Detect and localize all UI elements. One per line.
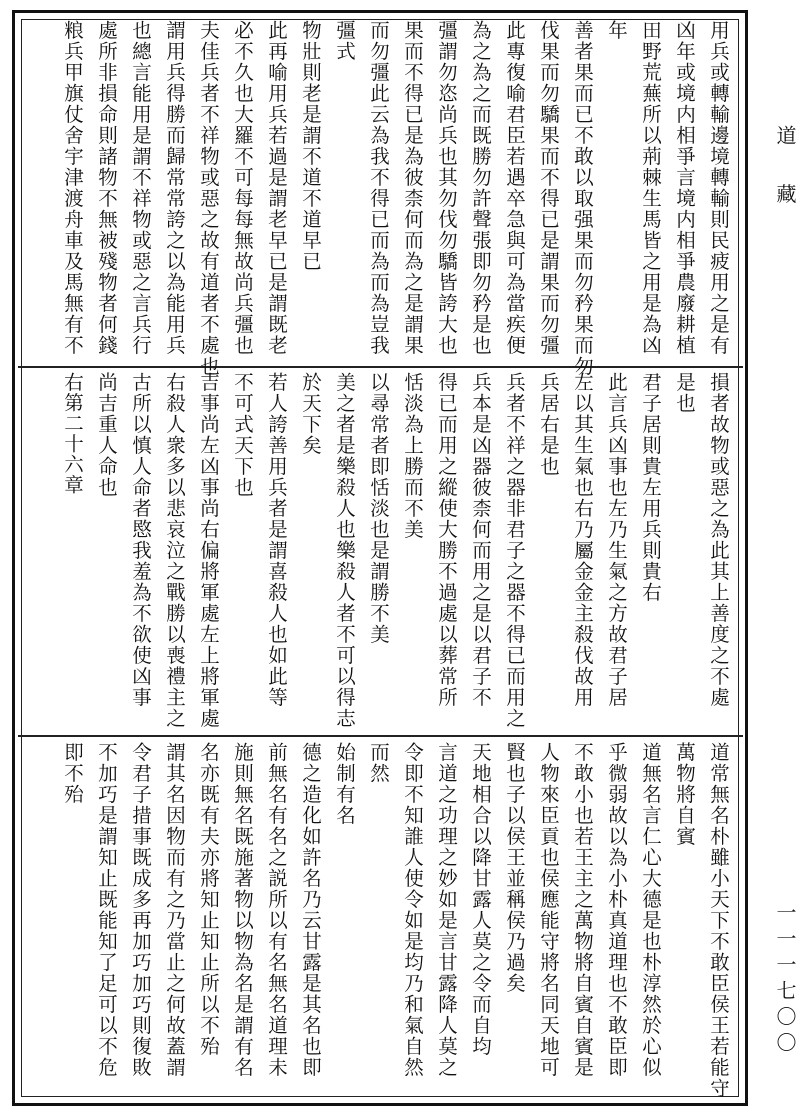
text-column: 為之為之而既勝勿許聲張即勿矜是也 [469, 20, 492, 356]
text-column: 伐果而勿驕果而不得已是謂果而勿彊 [537, 20, 560, 356]
text-column: 賢也子以侯王並稱侯乃過矣 [503, 742, 526, 994]
text-column: 右殺人衆多以悲哀泣之戰勝以喪禮主之 [163, 372, 186, 729]
text-column: 古所以慎人命者愍我羞為不欲使凶事 [129, 372, 152, 708]
text-column: 用兵或轉輸邊境轉輸則民疲用之是有 [707, 20, 730, 356]
text-column: 善者果而已不敢以取强果而勿矜果而勿 [571, 20, 594, 377]
text-column: 損者故物或惡之為此其上善度之不處 [707, 372, 730, 708]
register-bottom [55, 742, 735, 1097]
text-column: 道無名言仁心大德是也朴淳然於心似 [639, 742, 662, 1078]
text-column: 也總言能用是謂不祥物或惡之言兵行 [129, 20, 152, 356]
register-top [55, 20, 735, 377]
register-divider-1 [18, 366, 743, 368]
text-column: 美之者是樂殺人也樂殺人者不可以得志 [333, 372, 356, 729]
text-column: 若人誇善用兵者是謂喜殺人也如此等 [265, 372, 288, 708]
text-column: 謂其名因物而有之乃當止之何故蓋謂 [163, 742, 186, 1078]
text-column: 始制有名 [333, 742, 356, 826]
text-column: 人物來臣貢也侯應能守將名同天地可 [537, 742, 560, 1078]
text-column: 以尋常者即恬淡也是謂勝不美 [367, 372, 390, 645]
register-middle [55, 372, 735, 730]
text-column: 名亦既有夫亦將知止知止所以不殆 [197, 742, 220, 1057]
text-column: 粮兵甲旗仗舍宇津渡舟車及馬無有不 [61, 20, 84, 356]
text-column: 兵本是凶器彼柰何而用之是以君子不 [469, 372, 492, 708]
text-column: 令即不知誰人使令如是均乃和氣自然 [401, 742, 424, 1078]
text-column: 天地相合以降甘露人莫之令而自均 [469, 742, 492, 1057]
text-columns [55, 20, 735, 377]
text-column: 即不殆 [61, 742, 84, 805]
text-column: 果而不得已是為彼柰何而為之是謂果 [401, 20, 424, 356]
text-column: 物壯則老是謂不道不道早已 [299, 20, 322, 272]
text-column: 言道之功理之妙如是言甘露降人莫之 [435, 742, 458, 1078]
text-column: 左以其生氣也右乃屬金金主殺伐故用 [571, 372, 594, 708]
text-column: 彊式 [333, 20, 356, 62]
text-column: 不加巧是謂知止既能知了足可以不危 [95, 742, 118, 1078]
chapter-end-marker: 右第二十六章 [61, 372, 84, 495]
text-column: 道常無名朴雖小天下不敢臣侯王若能守 [707, 742, 730, 1099]
text-column: 處所非損命則諸物不無被殘物者何錢 [95, 20, 118, 356]
text-column: 必不久也大羅不可每每無故尚兵彊也 [231, 20, 254, 356]
text-column: 田野荒蕪所以荊棘生馬皆之用是為凶 [639, 20, 662, 356]
text-column: 兵居右是也 [537, 372, 560, 477]
text-column: 此再喻用兵若過是謂老早已是謂既老 [265, 20, 288, 356]
text-column: 乎微弱故以為小朴真道理也不敢臣即 [605, 742, 628, 1078]
text-column: 吉事尚左凶事尚右偏將軍處左上將軍處 [197, 372, 220, 729]
text-column: 凶年或境内相爭言境内相爭農廢耕植 [673, 20, 696, 356]
text-column: 施則無名既施著物以物為名是謂有名 [231, 742, 254, 1078]
text-column: 謂用兵得勝而歸常常誇之以為能用兵 [163, 20, 186, 356]
text-column: 萬物將自賓 [673, 742, 696, 847]
side-title: 道 藏 [773, 124, 797, 220]
text-column: 兵者不祥之器非君子之器不得已而用之 [503, 372, 526, 729]
text-column: 年 [605, 20, 628, 41]
text-column: 尚吉重人命也 [95, 372, 118, 498]
text-column: 不可式天下也 [231, 372, 254, 498]
text-column: 而勿彊此云為我不得已而為而為豈我 [367, 20, 390, 356]
page-number: 一一一七〇〇 [773, 902, 797, 1058]
text-column: 前無名有名之説所以有名無名道理未 [265, 742, 288, 1078]
text-column: 恬淡為上勝而不美 [401, 372, 424, 540]
text-column: 於天下矣 [299, 372, 322, 456]
text-column: 夫佳兵者不祥物或惡之故有道者不處也 [197, 20, 220, 377]
text-columns [55, 742, 735, 1097]
text-column: 不敢小也若王主之萬物將自賓自賓是 [571, 742, 594, 1078]
text-column: 得已而用之縱使大勝不過處以葬常所 [435, 372, 458, 708]
text-column: 德之造化如許名乃云甘露是其名也即 [299, 742, 322, 1078]
text-column: 令君子措事既成多再加巧加巧則復敗 [129, 742, 152, 1078]
text-columns [55, 372, 735, 730]
text-column: 是也 [673, 372, 696, 414]
text-column: 而然 [367, 742, 390, 784]
text-column: 君子居則貴左用兵則貴右 [639, 372, 662, 603]
text-column: 此專復喻君臣若遇卒急與可為當疾便 [503, 20, 526, 356]
text-column: 此言兵凶事也左乃生氣之方故君子居 [605, 372, 628, 708]
register-divider-2 [18, 735, 743, 737]
text-column: 彊謂勿恣尚兵也其勿伐勿驕皆誇大也 [435, 20, 458, 356]
